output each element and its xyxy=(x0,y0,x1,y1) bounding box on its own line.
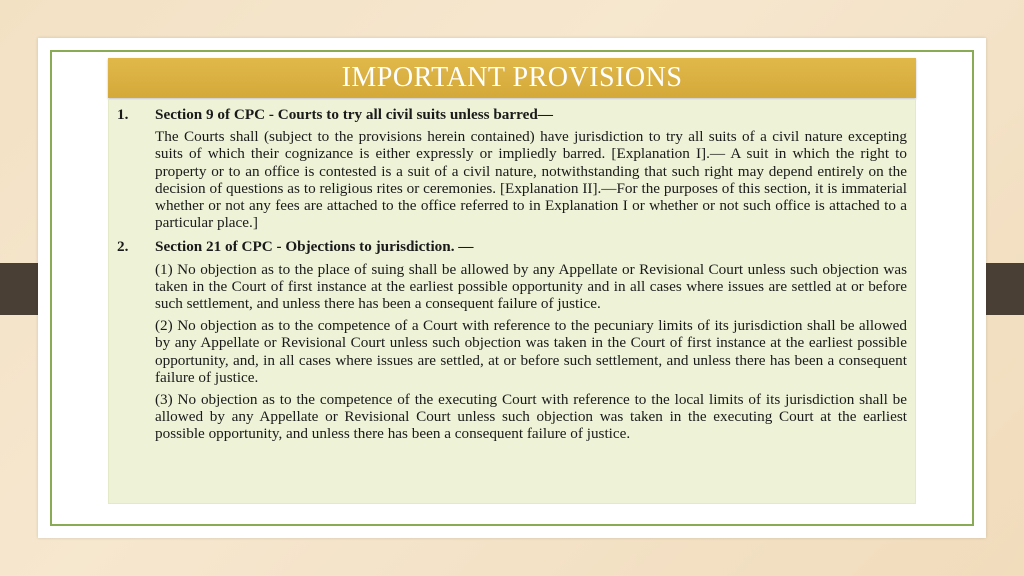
item-paragraph: The Courts shall (subject to the provisions herein contained) have jurisdiction to try all suits of a civil nature excepting suits of which their cognizance is either expressly or impliedly barred. [Explanation I].— A suit in which the right to property or to an office is contested is a suit of a civil nature, notwithstanding that such right may depend entirely on the decision of questions as to religious rites or ceremonies. [Explanation II].—For the purposes of this section, it is immaterial whether or not any fees are attached to the office referred to in Explanation I or whether or not such office is attached to a particular place.] xyxy=(155,128,907,232)
title-bar xyxy=(108,58,916,98)
item-paragraph: (2) No objection as to the competence of a Court with reference to the pecuniary limits of its jurisdiction shall be allowed by any Appellate or Revisional Court unless such objection was taken in the Court of first instance at the earliest possible opportunity, and, in all cases where issues are settled, at or before such settlement, and unless there has been a consequent failure of justice. xyxy=(155,317,907,386)
item-heading: Section 21 of CPC - Objections to jurisdiction. — xyxy=(155,238,474,256)
content-box xyxy=(108,99,916,504)
slide xyxy=(38,38,986,538)
item-heading: Section 9 of CPC - Courts to try all civil suits unless barred— xyxy=(155,106,553,123)
provision-item-2 xyxy=(117,238,907,447)
provision-item-1 xyxy=(117,106,907,236)
item-number: 1. xyxy=(117,106,129,123)
item-number: 2. xyxy=(117,238,129,256)
item-paragraph: (1) No objection as to the place of suing shall be allowed by any Appellate or Revisional Court unless such objection was taken in the Court of first instance at the earliest possible opportunity and in all cases where issues are settled at or before such settlement, and unless there has been a consequent failure of justice. xyxy=(155,260,907,313)
slide-title: IMPORTANT PROVISIONS xyxy=(341,62,683,93)
item-paragraph: (3) No objection as to the competence of the executing Court with reference to the local limits of its jurisdiction shall be allowed by any Appellate or Revisional Court unless such objection was taken in the executing Court at the earliest possible opportunity, and unless there has been a consequent failure of justice. xyxy=(155,391,907,443)
